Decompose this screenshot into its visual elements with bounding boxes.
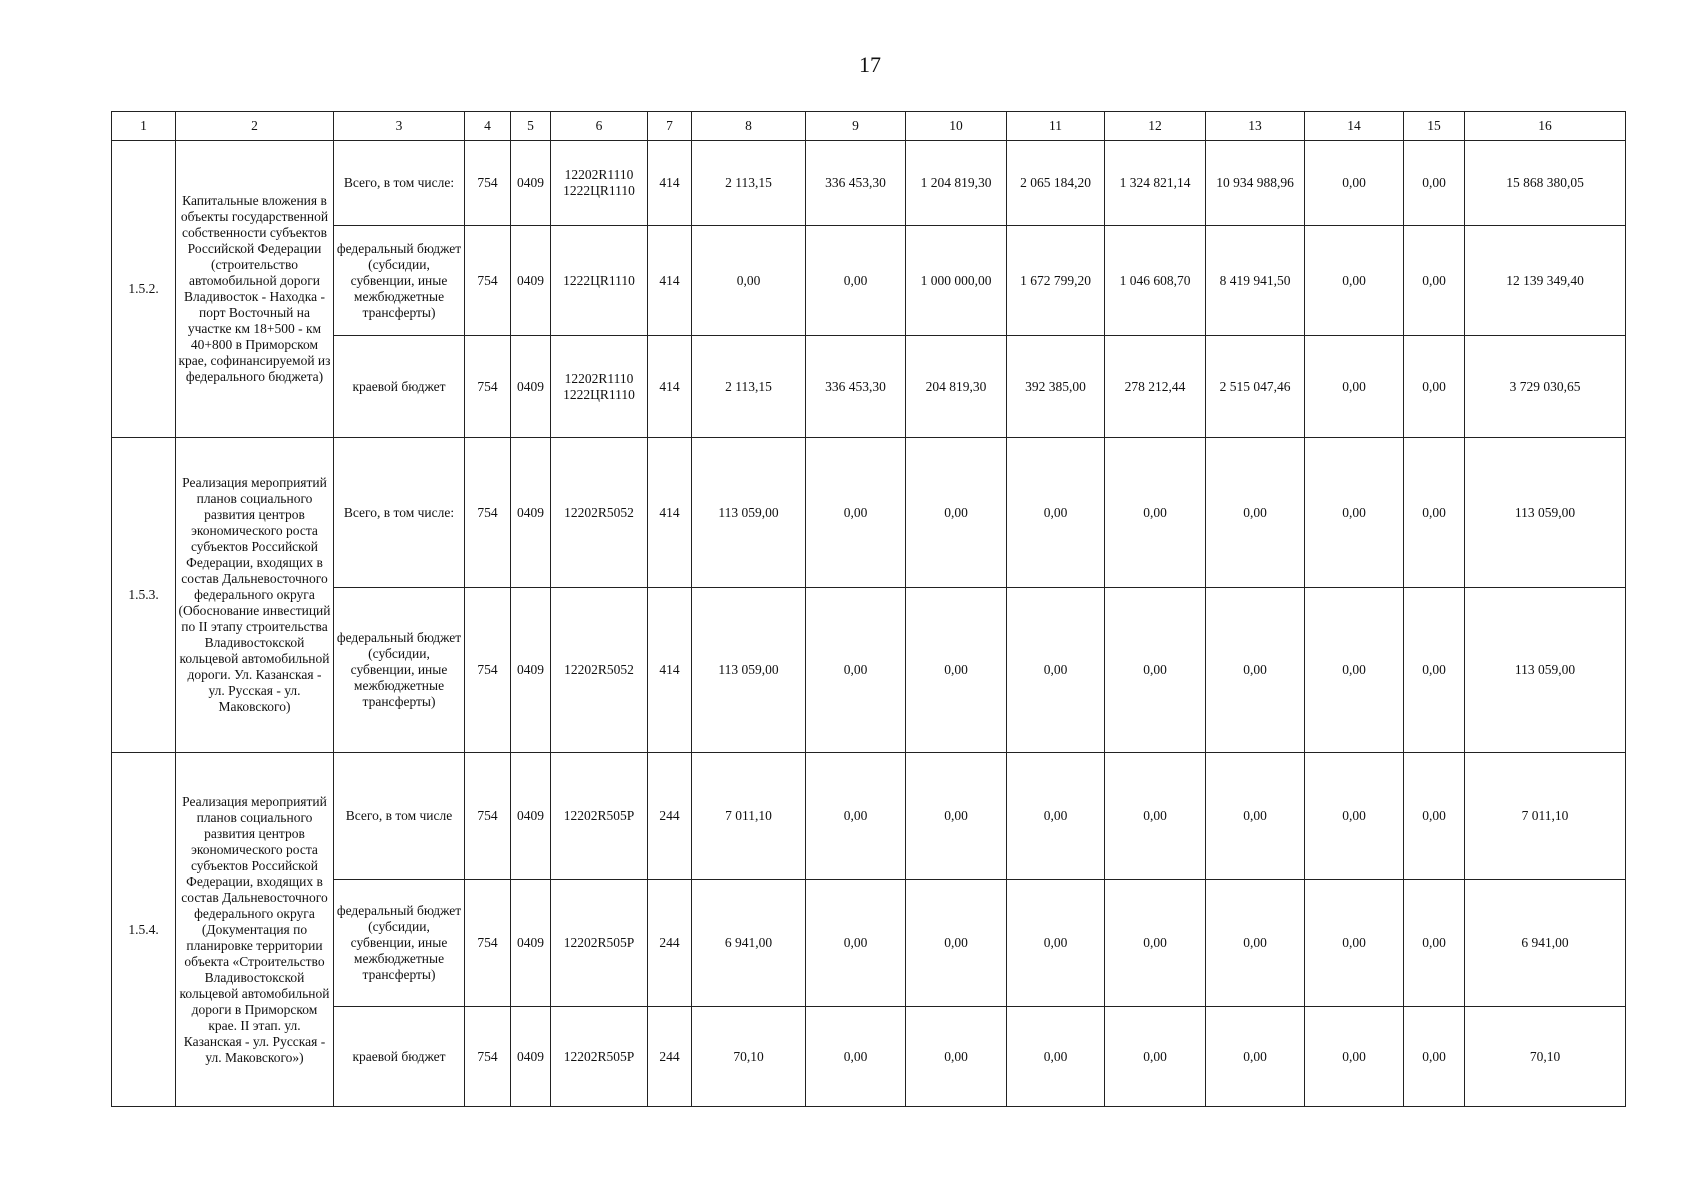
value-cell-c14: 0,00 <box>1305 880 1404 1007</box>
value-cell-c14: 0,00 <box>1305 141 1404 226</box>
value-cell-c11: 0,00 <box>1007 753 1105 880</box>
item-number-cell: 1.5.4. <box>112 753 176 1107</box>
value-cell-c8: 2 113,15 <box>692 141 806 226</box>
value-cell-c15: 0,00 <box>1404 226 1465 336</box>
value-cell-c9: 336 453,30 <box>806 336 906 438</box>
funding-source-cell: Всего, в том числе: <box>334 438 465 588</box>
budget-code-line: 12202R5052 <box>564 504 634 520</box>
table-row <box>112 336 1626 438</box>
value-cell-c8: 113 059,00 <box>692 588 806 753</box>
budget-code-cell <box>551 1007 648 1107</box>
value-cell-c13: 0,00 <box>1206 438 1305 588</box>
value-cell-c13: 0,00 <box>1206 880 1305 1007</box>
header-cell: 2 <box>176 112 334 141</box>
value-cell-c16: 7 011,10 <box>1465 753 1626 880</box>
value-cell-c7: 244 <box>648 1007 692 1107</box>
budget-code-line: 1222ЦR1110 <box>563 386 635 402</box>
value-cell-c15: 0,00 <box>1404 753 1465 880</box>
value-cell-c16: 6 941,00 <box>1465 880 1626 1007</box>
budget-table <box>111 111 1626 1107</box>
value-cell-c4: 754 <box>465 588 511 753</box>
budget-code-cell <box>551 588 648 753</box>
value-cell-c5: 0409 <box>511 438 551 588</box>
value-cell-c9: 0,00 <box>806 880 906 1007</box>
value-cell-c13: 2 515 047,46 <box>1206 336 1305 438</box>
value-cell-c13: 0,00 <box>1206 753 1305 880</box>
value-cell-c7: 414 <box>648 588 692 753</box>
value-cell-c14: 0,00 <box>1305 336 1404 438</box>
funding-source-cell: федеральный бюджет (субсидии, субвенции, иные межбюджетные трансферты) <box>334 226 465 336</box>
table-row <box>112 880 1626 1007</box>
table-row <box>112 1007 1626 1107</box>
table-header <box>112 112 1626 141</box>
value-cell-c15: 0,00 <box>1404 588 1465 753</box>
header-cell: 3 <box>334 112 465 141</box>
value-cell-c13: 0,00 <box>1206 1007 1305 1107</box>
budget-code-line: 12202R505P <box>563 808 635 823</box>
value-cell-c8: 70,10 <box>692 1007 806 1107</box>
value-cell-c11: 392 385,00 <box>1007 336 1105 438</box>
value-cell-c10: 1 000 000,00 <box>906 226 1007 336</box>
value-cell-c13: 0,00 <box>1206 588 1305 753</box>
value-cell-c5: 0409 <box>511 226 551 336</box>
value-cell-c11: 0,00 <box>1007 588 1105 753</box>
header-row <box>112 112 1626 141</box>
value-cell-c9: 0,00 <box>806 753 906 880</box>
value-cell-c12: 0,00 <box>1105 753 1206 880</box>
value-cell-c10: 1 204 819,30 <box>906 141 1007 226</box>
header-cell: 9 <box>806 112 906 141</box>
header-cell: 14 <box>1305 112 1404 141</box>
header-cell: 15 <box>1404 112 1465 141</box>
value-cell-c10: 0,00 <box>906 588 1007 753</box>
value-cell-c5: 0409 <box>511 1007 551 1107</box>
value-cell-c9: 0,00 <box>806 226 906 336</box>
value-cell-c12: 1 324 821,14 <box>1105 141 1206 226</box>
value-cell-c14: 0,00 <box>1305 438 1404 588</box>
value-cell-c9: 0,00 <box>806 438 906 588</box>
funding-source-cell: Всего, в том числе <box>334 753 465 880</box>
budget-code-cell <box>551 753 648 880</box>
value-cell-c10: 0,00 <box>906 753 1007 880</box>
funding-source-cell: федеральный бюджет (субсидии, субвенции, иные межбюджетные трансферты) <box>334 880 465 1007</box>
value-cell-c5: 0409 <box>511 753 551 880</box>
value-cell-c9: 336 453,30 <box>806 141 906 226</box>
value-cell-c8: 7 011,10 <box>692 753 806 880</box>
value-cell-c7: 414 <box>648 141 692 226</box>
page-number: 17 <box>859 52 881 77</box>
value-cell-c7: 414 <box>648 226 692 336</box>
value-cell-c13: 8 419 941,50 <box>1206 226 1305 336</box>
value-cell-c8: 113 059,00 <box>692 438 806 588</box>
value-cell-c7: 244 <box>648 880 692 1007</box>
value-cell-c15: 0,00 <box>1404 880 1465 1007</box>
budget-code-line: 12202R505P <box>563 935 635 950</box>
budget-code-cell <box>551 438 648 588</box>
item-name-cell: Реализация мероприятий планов социального развития центров экономического роста субъектов Российской Федерации, входящих в состав Дальневосточного федерального округа (Обоснование инвестиций по II этапу строительства Владивостокской кольцевой автомобильной дороги. Ул. Казанская - ул. Русская - ул. Маковского) <box>176 438 334 753</box>
value-cell-c5: 0409 <box>511 141 551 226</box>
value-cell-c4: 754 <box>465 1007 511 1107</box>
item-name-cell: Капитальные вложения в объекты государственной собственности субъектов Российской Федерации (строительство автомобильной дороги Владивосток - Находка - порт Восточный на участке км 18+500 - км 40+800 в Приморском крае, софинансируемой из федерального бюджета) <box>176 141 334 438</box>
value-cell-c14: 0,00 <box>1305 588 1404 753</box>
table-body <box>112 141 1626 1107</box>
value-cell-c10: 204 819,30 <box>906 336 1007 438</box>
value-cell-c16: 15 868 380,05 <box>1465 141 1626 226</box>
header-cell: 7 <box>648 112 692 141</box>
value-cell-c4: 754 <box>465 141 511 226</box>
table-row <box>112 226 1626 336</box>
value-cell-c15: 0,00 <box>1404 336 1465 438</box>
value-cell-c14: 0,00 <box>1305 1007 1404 1107</box>
value-cell-c16: 70,10 <box>1465 1007 1626 1107</box>
header-cell: 6 <box>551 112 648 141</box>
value-cell-c4: 754 <box>465 336 511 438</box>
value-cell-c10: 0,00 <box>906 1007 1007 1107</box>
header-cell: 16 <box>1465 112 1626 141</box>
item-name-cell: Реализация мероприятий планов социального развития центров экономического роста субъектов Российской Федерации, входящих в состав Дальневосточного федерального округа (Документация по планировке территории объекта «Строительство Владивостокской кольцевой автомобильной дороги в Приморском крае. II этап. ул. Казанская - ул. Русская - ул. Маковского») <box>176 753 334 1107</box>
value-cell-c7: 414 <box>648 438 692 588</box>
value-cell-c11: 0,00 <box>1007 880 1105 1007</box>
value-cell-c4: 754 <box>465 226 511 336</box>
header-cell: 13 <box>1206 112 1305 141</box>
header-cell: 4 <box>465 112 511 141</box>
value-cell-c10: 0,00 <box>906 438 1007 588</box>
value-cell-c5: 0409 <box>511 880 551 1007</box>
budget-code-line: 1222ЦR1110 <box>563 183 635 198</box>
value-cell-c13: 10 934 988,96 <box>1206 141 1305 226</box>
budget-code-cell <box>551 880 648 1007</box>
table-row <box>112 753 1626 880</box>
value-cell-c14: 0,00 <box>1305 226 1404 336</box>
header-cell: 12 <box>1105 112 1206 141</box>
value-cell-c8: 0,00 <box>692 226 806 336</box>
header-cell: 8 <box>692 112 806 141</box>
value-cell-c12: 0,00 <box>1105 1007 1206 1107</box>
value-cell-c5: 0409 <box>511 588 551 753</box>
budget-code-line: 12202R5052 <box>564 662 634 677</box>
budget-code-line: 12202R505P <box>563 1048 635 1064</box>
value-cell-c12: 278 212,44 <box>1105 336 1206 438</box>
value-cell-c15: 0,00 <box>1404 141 1465 226</box>
value-cell-c5: 0409 <box>511 336 551 438</box>
header-cell: 5 <box>511 112 551 141</box>
funding-source-cell: Всего, в том числе: <box>334 141 465 226</box>
value-cell-c11: 1 672 799,20 <box>1007 226 1105 336</box>
value-cell-c9: 0,00 <box>806 588 906 753</box>
value-cell-c16: 12 139 349,40 <box>1465 226 1626 336</box>
budget-code-line: 12202R1110 <box>564 167 634 182</box>
header-cell: 10 <box>906 112 1007 141</box>
table-row <box>112 141 1626 226</box>
value-cell-c15: 0,00 <box>1404 438 1465 588</box>
value-cell-c16: 113 059,00 <box>1465 438 1626 588</box>
value-cell-c8: 2 113,15 <box>692 336 806 438</box>
value-cell-c4: 754 <box>465 880 511 1007</box>
value-cell-c8: 6 941,00 <box>692 880 806 1007</box>
value-cell-c11: 2 065 184,20 <box>1007 141 1105 226</box>
value-cell-c12: 0,00 <box>1105 438 1206 588</box>
value-cell-c4: 754 <box>465 753 511 880</box>
value-cell-c12: 1 046 608,70 <box>1105 226 1206 336</box>
value-cell-c11: 0,00 <box>1007 438 1105 588</box>
item-number-cell: 1.5.3. <box>112 438 176 753</box>
value-cell-c12: 0,00 <box>1105 588 1206 753</box>
budget-code-cell <box>551 336 648 438</box>
funding-source-cell: краевой бюджет <box>334 336 465 438</box>
table-row <box>112 588 1626 753</box>
value-cell-c9: 0,00 <box>806 1007 906 1107</box>
budget-code-cell <box>551 226 648 336</box>
budget-code-line: 1222ЦR1110 <box>563 272 635 288</box>
value-cell-c11: 0,00 <box>1007 1007 1105 1107</box>
value-cell-c16: 3 729 030,65 <box>1465 336 1626 438</box>
header-cell: 1 <box>112 112 176 141</box>
budget-code-cell <box>551 141 648 226</box>
value-cell-c15: 0,00 <box>1404 1007 1465 1107</box>
header-cell: 11 <box>1007 112 1105 141</box>
funding-source-cell: федеральный бюджет (субсидии, субвенции, иные межбюджетные трансферты) <box>334 588 465 753</box>
funding-source-cell: краевой бюджет <box>334 1007 465 1107</box>
table-row <box>112 438 1626 588</box>
value-cell-c7: 414 <box>648 336 692 438</box>
value-cell-c7: 244 <box>648 753 692 880</box>
value-cell-c12: 0,00 <box>1105 880 1206 1007</box>
value-cell-c4: 754 <box>465 438 511 588</box>
budget-code-line: 12202R1110 <box>564 370 634 386</box>
value-cell-c14: 0,00 <box>1305 753 1404 880</box>
value-cell-c16: 113 059,00 <box>1465 588 1626 753</box>
item-number-cell: 1.5.2. <box>112 141 176 438</box>
value-cell-c10: 0,00 <box>906 880 1007 1007</box>
